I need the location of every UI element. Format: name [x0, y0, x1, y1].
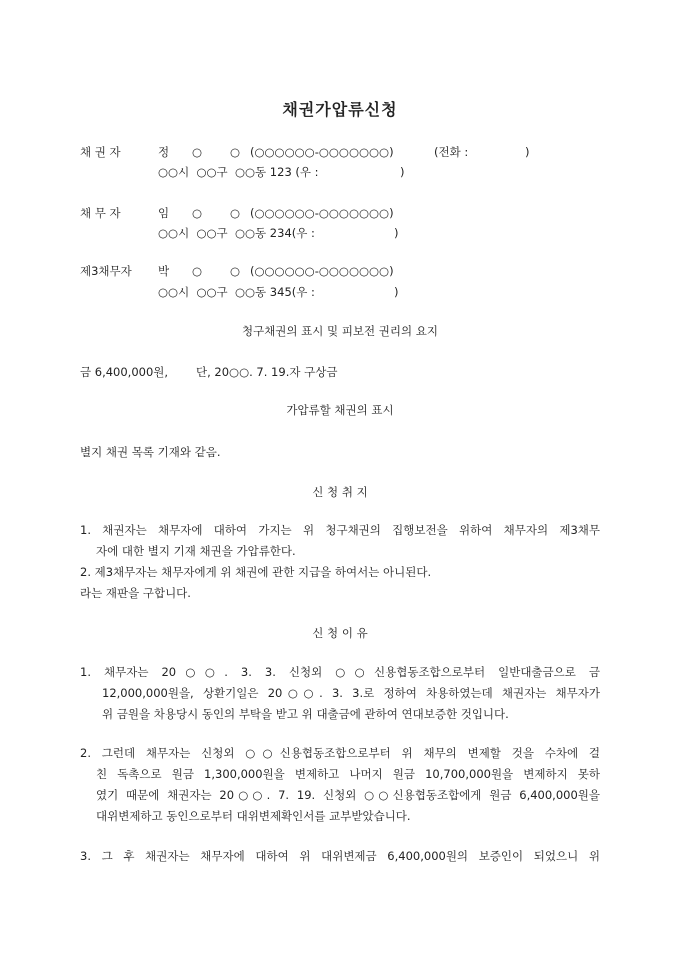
seized-text: 별지 채권 목록 기재와 같음.	[80, 445, 221, 459]
reason1-line2: 12,000,000원을, 상환기일은 20○○. 3. 3.로 정하여 차용하였는데 채권자는 채무자가	[102, 686, 600, 700]
reason1-line1: 1. 채무자는 20○○. 3. 3. 신청외 ○○신용협동조합으로부터 일반대출금으로 금	[80, 665, 600, 679]
reason2-line2: 친 독촉으로 원금 1,300,000원을 변제하고 나머지 원금 10,700,000원을 변제하지 못하	[96, 767, 600, 781]
claim-amount: 금 6,400,000원,	[80, 365, 169, 379]
debtor-id: (○○○○○○-○○○○○○○)	[250, 206, 394, 220]
purpose-item1-line2: 자에 대한 별지 기재 채권을 가압류한다.	[96, 544, 296, 558]
creditor-address-close: )	[400, 165, 405, 179]
creditor-address: ○○시 ○○구 ○○동 123 (우 :	[158, 165, 319, 179]
creditor-phone-close: )	[525, 145, 530, 159]
creditor-phone-label: (전화 :	[434, 145, 469, 159]
third-debtor-address: ○○시 ○○구 ○○동 345(우 :	[158, 285, 315, 299]
reason1-line3: 위 금원을 차용당시 동인의 부탁을 받고 위 대출금에 관하여 연대보증한 것입니다.	[102, 707, 509, 721]
third-debtor-name-mask-1: ○	[192, 264, 203, 278]
debtor-name: 임	[158, 206, 170, 220]
third-debtor-address-close: )	[394, 285, 399, 299]
claim-heading: 청구채권의 표시 및 피보전 권리의 요지	[241, 324, 439, 338]
debtor-name-mask-1: ○	[192, 206, 203, 220]
third-debtor-id: (○○○○○○-○○○○○○○)	[250, 264, 394, 278]
debtor-address: ○○시 ○○구 ○○동 234(우 :	[158, 226, 315, 240]
third-debtor-name: 박	[158, 264, 170, 278]
reason2-line3: 였기 때문에 채권자는 20○○. 7. 19. 신청외 ○○신용협동조합에게 원금 6,400,000원을	[96, 788, 600, 802]
reason2-line1: 2. 그런데 채무자는 신청외 ○○신용협동조합으로부터 위 채무의 변제할 것을 수차에 걸	[80, 746, 600, 760]
third-debtor-name-mask-2: ○	[230, 264, 241, 278]
reason-heading: 신 청 이 유	[312, 626, 368, 640]
reason2-line4: 대위변제하고 동인으로부터 대위변제확인서를 교부받았습니다.	[96, 809, 411, 823]
creditor-role: 채 권 자	[80, 145, 121, 159]
debtor-role: 채 무 자	[80, 206, 121, 220]
purpose-item2: 2. 제3채무자는 채무자에게 위 채권에 관한 지급을 하여서는 아니된다.	[80, 565, 432, 579]
debtor-name-mask-2: ○	[230, 206, 241, 220]
creditor-name-mask-2: ○	[230, 145, 241, 159]
purpose-heading: 신 청 취 지	[312, 485, 368, 499]
claim-detail: 단, 20○○. 7. 19.자 구상금	[196, 365, 338, 379]
creditor-name: 정	[158, 145, 170, 159]
creditor-name-mask-1: ○	[192, 145, 203, 159]
reason3-line1: 3. 그 후 채권자는 채무자에 대하여 위 대위변제금 6,400,000원의 보증인이 되었으니 위	[80, 849, 600, 863]
document-title: 채권가압류신청	[282, 100, 398, 119]
seized-heading: 가압류할 채권의 표시	[286, 403, 394, 417]
third-debtor-role: 제3채무자	[80, 264, 132, 278]
purpose-item1-line1: 1. 채권자는 채무자에 대하여 가지는 위 청구채권의 집행보전을 위하여 채무자의 제3채무	[80, 523, 600, 537]
creditor-id: (○○○○○○-○○○○○○○)	[250, 145, 394, 159]
purpose-closing: 라는 재판을 구합니다.	[80, 586, 191, 600]
debtor-address-close: )	[394, 226, 399, 240]
